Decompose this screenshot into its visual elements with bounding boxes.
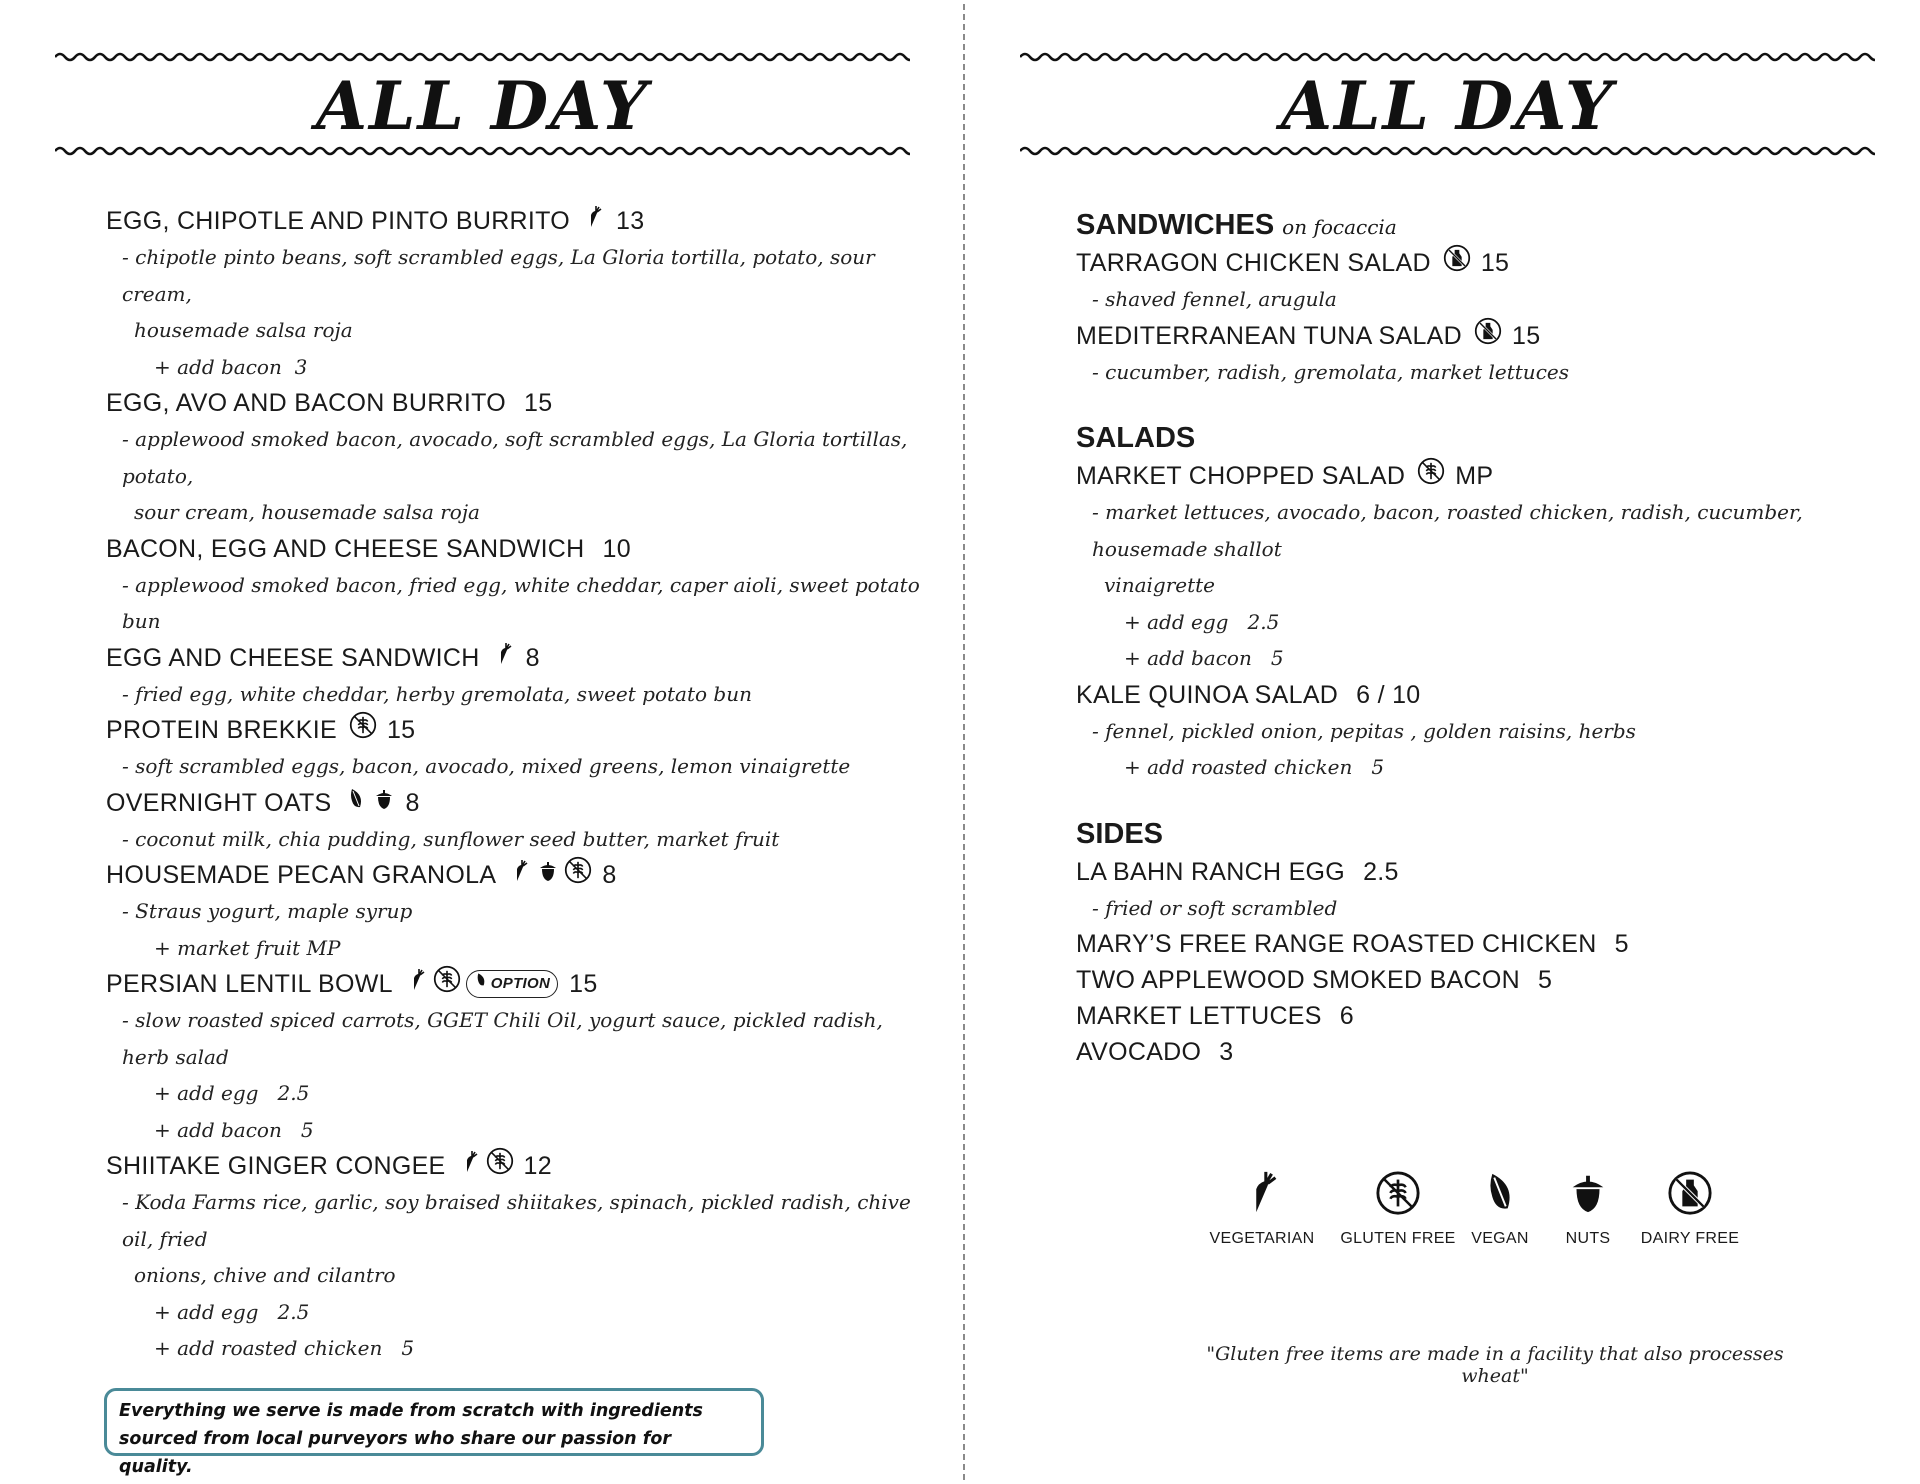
menu-item-addon: + add bacon 5 (154, 1117, 314, 1142)
menu-item-title (106, 785, 926, 821)
menu-item-name: PROTEIN BREKKIE (106, 716, 337, 744)
description-line: - cucumber, radish, gremolata, market lettuces (1092, 359, 1569, 384)
dairy-free-icon (1443, 244, 1471, 282)
vegetarian-icon (492, 640, 516, 676)
menu-item-name: TARRAGON CHICKEN SALAD (1076, 249, 1431, 277)
menu-item-title (106, 203, 926, 239)
menu-item-name: EGG AND CHEESE SANDWICH (106, 643, 480, 672)
nuts-icon (1565, 1170, 1611, 1216)
menu-item-name: AVOCADO (1076, 1038, 1202, 1066)
menu-item-addon: + add bacon 3 (154, 354, 308, 379)
menu-item-title (1076, 962, 1866, 998)
vegan-option-icon (473, 966, 489, 1002)
scratch-callout: Everything we serve is made from scratch with ingredients sourced from local purveyors who share our passion for quality. (104, 1388, 764, 1456)
menu-item-description (1076, 713, 1866, 750)
vegan-icon (1477, 1170, 1523, 1216)
menu-item-price: 13 (616, 207, 645, 235)
description-line: housemade salsa roja (134, 318, 353, 342)
menu-item-title (1076, 318, 1866, 354)
description-line: vinaigrette (1104, 573, 1216, 597)
menu-item-description (106, 748, 926, 785)
menu-item-description (106, 676, 926, 713)
right-header (1020, 50, 1875, 160)
menu-item-title (106, 857, 926, 893)
section-subheading: on focaccia (1282, 215, 1397, 239)
menu-item-title (1076, 998, 1866, 1034)
menu-item-description (1076, 890, 1866, 927)
legend-label: VEGAN (1471, 1230, 1529, 1247)
menu-item-price: 8 (405, 788, 420, 817)
menu-item-description (1076, 494, 1866, 604)
page-title: ALL DAY (1280, 67, 1615, 145)
menu-item-addon: + add bacon 5 (1124, 646, 1284, 670)
menu-item-addon: + add roasted chicken 5 (154, 1336, 415, 1360)
wave-divider-top (1020, 50, 1875, 64)
menu-item-price: MP (1455, 462, 1494, 490)
section-title: SALADS (1076, 422, 1196, 454)
description-line: - shaved fennel, arugula (1092, 287, 1337, 311)
dairy-free-icon (1474, 317, 1502, 355)
vegetarian-icon (458, 1148, 482, 1184)
description-line: - Straus yogurt, maple syrup (122, 899, 413, 923)
menu-item-price: 5 (1537, 966, 1553, 994)
menu-item-price: 15 (569, 970, 598, 998)
menu-item-title (1076, 458, 1866, 494)
section-gap (1076, 786, 1866, 814)
menu-item-name: HOUSEMADE PECAN GRANOLA (106, 861, 497, 889)
menu-item-price: 15 (386, 716, 416, 744)
menu-item-price: 8 (602, 861, 617, 889)
menu-item-description (106, 239, 926, 349)
menu-item-price: 5 (1614, 930, 1629, 958)
description-line: - slow roasted spiced carrots, GGET Chili Oil, yogurt sauce, pickled radish, herb salad (122, 1008, 883, 1069)
gluten-free-icon (1417, 457, 1445, 495)
menu-item-name: OVERNIGHT OATS (106, 788, 332, 817)
menu-item-name: LA BAHN RANCH EGG (1076, 857, 1346, 886)
menu-item-name: MARY’S FREE RANGE ROASTED CHICKEN (1076, 930, 1597, 958)
legend-label: GLUTEN FREE (1340, 1230, 1456, 1247)
dietary-legend (1209, 1170, 1740, 1250)
vegetarian-icon (1239, 1170, 1285, 1216)
menu-item-name: KALE QUINOA SALAD (1076, 680, 1339, 709)
menu-item-name: SHIITAKE GINGER CONGEE (106, 1152, 446, 1180)
gluten-free-icon (486, 1147, 514, 1185)
menu-item-description (1076, 354, 1866, 391)
legend-label: VEGETARIAN (1209, 1230, 1315, 1247)
menu-item-title (106, 966, 926, 1002)
menu-item-name: MARKET CHOPPED SALAD (1076, 462, 1406, 490)
description-line: - fennel, pickled onion, pepitas , golden raisins, herbs (1092, 718, 1636, 743)
legend-label: NUTS (1565, 1230, 1611, 1247)
menu-item-addon: + add egg 2.5 (1124, 609, 1280, 634)
menu-item-price: 15 (524, 389, 553, 417)
menu-item-price: 12 (523, 1152, 552, 1180)
gluten-free-icon (1375, 1170, 1421, 1216)
menu-item-title (106, 712, 926, 748)
menu-item-title (1076, 854, 1866, 890)
description-line: onions, chive and cilantro (134, 1263, 396, 1287)
menu-item-addon: + add egg 2.5 (154, 1081, 310, 1105)
description-line: - market lettuces, avocado, bacon, roasted chicken, radish, cucumber, housemade shallot (1092, 500, 1803, 561)
description-line: - Koda Farms rice, garlic, soy braised shiitakes, spinach, pickled radish, chive oil, fried (122, 1190, 911, 1251)
gluten-note: "Gluten free items are made in a facility that also processes wheat" (1206, 1343, 1784, 1387)
vegan-icon (344, 785, 368, 821)
description-line: - soft scrambled eggs, bacon, avocado, mixed greens, lemon vinaigrette (122, 754, 851, 778)
description-line: - fried or soft scrambled (1092, 895, 1338, 920)
description-line: - applewood smoked bacon, fried egg, white cheddar, caper aioli, sweet potato bun (122, 572, 920, 633)
menu-item-price: 10 (602, 534, 631, 563)
menu-item-price: 6 / 10 (1356, 680, 1421, 709)
menu-item-name: BACON, EGG AND CHEESE SANDWICH (106, 534, 585, 563)
menu-item-addon: + add roasted chicken 5 (1124, 755, 1385, 779)
right-menu-page (960, 0, 1920, 1484)
nuts-icon (536, 857, 560, 893)
menu-item-title (106, 385, 926, 421)
legend-item (1202, 1170, 1322, 1248)
wave-divider-bottom (1020, 144, 1875, 158)
menu-item-name: TWO APPLEWOOD SMOKED BACON (1076, 966, 1520, 994)
menu-item-name: EGG, CHIPOTLE AND PINTO BURRITO (106, 207, 571, 235)
menu-item-title (106, 640, 926, 676)
wave-divider-bottom (55, 144, 910, 158)
menu-item-title (106, 531, 926, 567)
section-gap (1076, 390, 1866, 418)
menu-item-addon: + add egg 2.5 (154, 1299, 310, 1324)
legend-item (1630, 1170, 1750, 1248)
menu-item-description (106, 1002, 926, 1075)
menu-item-title (1076, 245, 1866, 281)
menu-item-description (106, 893, 926, 930)
legend-label: DAIRY FREE (1640, 1230, 1740, 1247)
menu-item-price: 2.5 (1363, 857, 1399, 886)
menu-item-description (106, 821, 926, 858)
vegetarian-icon (405, 966, 429, 1002)
vegetarian-icon (508, 857, 532, 893)
right-menu-sections (1076, 205, 1866, 1070)
menu-item-name: MEDITERRANEAN TUNA SALAD (1076, 321, 1462, 350)
nuts-icon (372, 785, 396, 821)
menu-item-price: 6 (1339, 1002, 1354, 1030)
menu-item-title (106, 1148, 926, 1184)
page-title: ALL DAY (315, 67, 650, 145)
section-title: SANDWICHES (1076, 209, 1275, 241)
menu-item-description (1076, 281, 1866, 318)
menu-item-price: 3 (1219, 1038, 1234, 1066)
dairy-free-icon (1667, 1170, 1713, 1216)
left-menu-items (106, 203, 926, 1367)
menu-item-description (106, 421, 926, 531)
section-heading (1076, 205, 1866, 245)
description-line: - fried egg, white cheddar, herby gremolata, sweet potato bun (122, 681, 752, 706)
menu-item-name: PERSIAN LENTIL BOWL (106, 970, 393, 998)
menu-item-price: 15 (1480, 249, 1510, 277)
left-header (55, 50, 910, 160)
gluten-free-icon (564, 856, 592, 894)
gluten-free-icon (433, 965, 461, 1003)
description-line: - applewood smoked bacon, avocado, soft scrambled eggs, La Gloria tortillas, potato, (122, 427, 908, 488)
menu-item-price: 8 (525, 643, 540, 672)
option-label: OPTION (490, 975, 551, 992)
section-title: SIDES (1076, 817, 1164, 850)
menu-item-name: EGG, AVO AND BACON BURRITO (106, 389, 507, 417)
menu-item-title (1076, 677, 1866, 713)
menu-item-title (1076, 1034, 1866, 1070)
description-line: - coconut milk, chia pudding, sunflower seed butter, market fruit (122, 826, 780, 851)
menu-item-name: MARKET LETTUCES (1076, 1002, 1322, 1030)
menu-item-addon: + market fruit MP (154, 935, 341, 960)
description-line: sour cream, housemade salsa roja (134, 500, 480, 524)
section-heading (1076, 418, 1866, 458)
menu-item-price: 15 (1511, 321, 1541, 350)
vegan-option-badge (466, 970, 558, 998)
gluten-free-icon (349, 711, 377, 749)
menu-item-title (1076, 926, 1866, 962)
wave-divider-top (55, 50, 910, 64)
section-heading (1076, 814, 1866, 854)
vegetarian-icon (582, 203, 606, 239)
menu-item-description (106, 1184, 926, 1294)
description-line: - chipotle pinto beans, soft scrambled eggs, La Gloria tortilla, potato, sour cream, (122, 245, 875, 306)
menu-item-description (106, 567, 926, 640)
